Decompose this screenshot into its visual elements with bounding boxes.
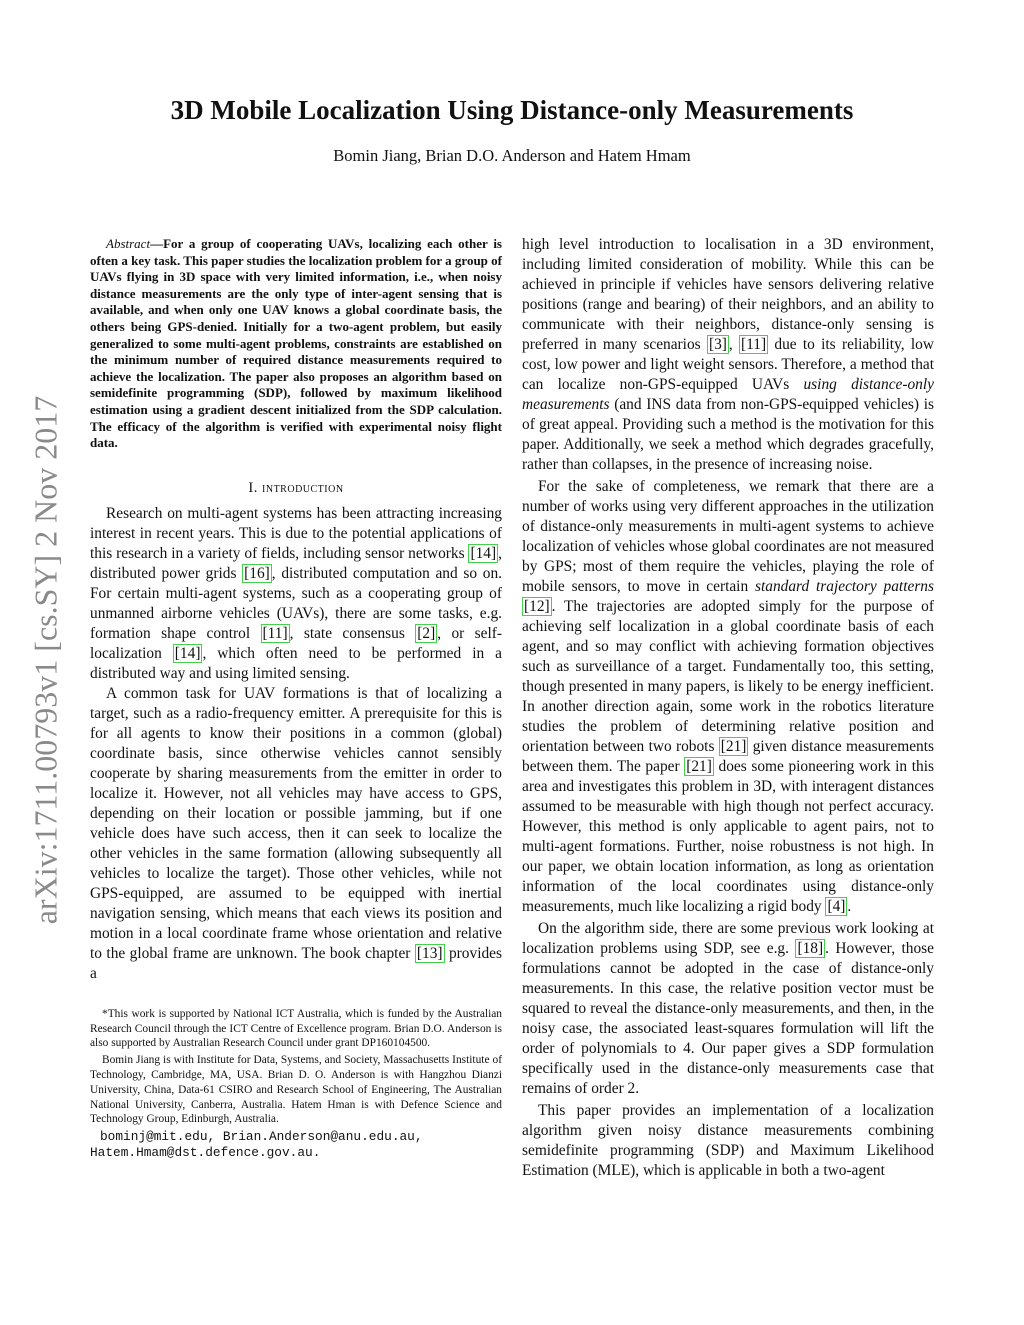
- intro-paragraph-2: A common task for UAV formations is that of localizing a target, such as a radio-frequency emitter. A prerequisite for this is for all agents to know their positions in a common (global) coordinate basis, since otherwise vehicles cannot sensibly cooperate by sharing measurements from the emitter in order to localize it. However, not all vehicles may have access to GPS, depending on their location or possible jamming, but if one vehicle does have such access, then it can seek to localize the other vehicles in the same formation (allowing subsequently all vehicles to localize the target). Those other vehicles, while not GPS-equipped, are assumed to be equipped with inertial navigation sensing, which means that each views its position and motion in a local coordinate frame whose orientation and relative to the global frame are unknown. The book chapter [13] provides a: [90, 684, 502, 982]
- citation-link[interactable]: [14]: [174, 644, 201, 662]
- citation-link[interactable]: [3]: [708, 336, 727, 353]
- footnote-separator: [90, 996, 502, 1002]
- intro-paragraph-1: Research on multi-agent systems has been attracting increasing interest in recent years. This is due to the potential applications of this research in a variety of fields, including sensor networks [14] , distributed power grids [16] , distributed computation and so on. For certain multi-agent systems, such as a cooperating group of unmanned airborne vehicles (UAVs), there are some tasks, e.g. formation shape control [11] , state consensus [2] , or self-localization [14] , which often need to be performed in a distributed way and using limited sensing.: [90, 504, 503, 682]
- body-paragraph-3: On the algorithm side, there are some previous work looking at localization problems using SDP, see e.g. [18] . However, those formulations cannot be adopted in the case of distance-only measurements. In this case, the relative position vector must be squared to reveal the distance-only measurements, and then, in the noisy case, the associated least-squares formulation will lift the order of polynomials to 4. Our paper gives a SDP formulation specifically used in the distance-only measurements case that remains of order 2.: [522, 920, 934, 1097]
- citation-link[interactable]: [11]: [741, 336, 767, 353]
- body-paragraph-1: high level introduction to localisation in a 3D environment, including limited consideration of mobility. While this can be achieved in principle if vehicles have sensors delivering relative positions (range and bearing) of their neighbors, and an ability to communicate with their neighbors, distance-only sensing is preferred in many scenarios [3] , [11] due to its reliability, low cost, low power and light weight sensors. Therefore, a method that can localize non-GPS-equipped UAVs using distance-only measurements (and INS data from non-GPS-equipped vehicles) is of great appeal. Providing such a method is the motivation for this paper. Additionally, we seek a method which degrades gracefully, rather than collapses, in the presence of increasing noise.: [522, 236, 934, 473]
- footnote-support: *This work is supported by National ICT Australia, which is funded by the Australian Research Council through the ICT Centre of Excellence program. Brian D.O. Anderson is also supported by Australian Research Council under grant DP160104500.: [90, 1007, 502, 1050]
- citation-link[interactable]: [21]: [720, 738, 747, 755]
- paper-title: 3D Mobile Localization Using Distance-only Measurements: [170, 95, 854, 125]
- citation-link[interactable]: [14]: [470, 544, 497, 562]
- emphasis: using distance-only measurements: [522, 376, 934, 413]
- body-paragraph-2: For the sake of completeness, we remark that there are a number of works using very different approaches in the utilization of distance-only measurements in multi-agent systems to achieve localization of vehicles whose global coordinates are not measured by GPS; most of them require the vehicles, playing the role of mobile sensors, to move in certain standard trajectory patterns [12] . The trajectories are adopted simply for the purpose of achieving self localization in a global coordinate basis of each agent, and so may conflict with achieving formation objectives such as surveillance of a target. Fundamentally too, this setting, though presented in many papers, is likely to be energy inefficient. In another direction again, some work in the robotics literature studies the problem of determining relative position and orientation between two robots [21] given distance measurements between them. The paper [21] does some pioneering work in this area and investigates this problem in 3D, with interagent distances assumed to be measurable with high though not perfect accuracy. However, this method is only applicable to agent pairs, not to multi-agent formations. Further, noise robustness is not high. In our paper, we obtain location information, as long as orientation information of the local coordinates using distance-only measurements, much like localizing a rigid body [4] .: [522, 478, 934, 915]
- email-line: bominj@mit.edu, Brian.Anderson@anu.edu.au,: [100, 1129, 423, 1145]
- abstract-text: —For a group of cooperating UAVs, localizing each other is often a key task. This paper studies the localization problem for a group of UAVs flying in 3D space with very limited information, i.e., when noisy distance measurements are the only type of inter-agent sensing that is available, and when only one UAV knows a global coordinate basis, the others being GPS-denied. Initially for a two-agent problem, but easily generalized to some multi-agent problems, constraints are established on the minimum number of required distance measurements required to achieve the localization. The paper also proposes an algorithm based on semidefinite programming (SDP), followed by maximum likelihood estimation using a gradient descent initialized from the SDP calculation. The efficacy of the algorithm is verified with experimental noisy flight data.: [90, 236, 502, 451]
- author-emails: [90, 1129, 502, 1161]
- email-line: Hatem.Hmam@dst.defence.gov.au.: [90, 1145, 321, 1161]
- arxiv-identifier-stamp: arXiv:1711.00793v1 [cs.SY] 2 Nov 2017: [27, 395, 64, 925]
- citation-link[interactable]: [16]: [244, 564, 270, 582]
- emphasis: standard trajectory patterns: [755, 578, 934, 595]
- abstract-lead: Abstract: [106, 236, 151, 251]
- section-title: introduction: [262, 479, 344, 496]
- abstract: [90, 236, 502, 452]
- section-numeral: I.: [248, 479, 263, 496]
- citation-link[interactable]: [4]: [827, 898, 846, 915]
- body-paragraph-4: This paper provides an implementation of a localization algorithm given noisy distance measurements combining semidefinite programming (SDP) and Maximum Likelihood Estimation (MLE), which is applicable in both a two-agent: [522, 1102, 934, 1179]
- section-heading: [90, 480, 502, 497]
- citation-link[interactable]: [11]: [262, 624, 288, 642]
- footnote-affiliations: Bomin Jiang is with Institute for Data, Systems, and Society, Massachusetts Institute of Technology, Cambridge, MA, USA. Brian D. O. Anderson is with Hangzhou Dianzi University, China, Data-61 CSIRO and Research School of Engineering, The Australian National University, Canberra, Australia. Hatem Hman is with Defence Science and Technology Group, Edinburgh, Australia.: [90, 1054, 502, 1126]
- left-column: [90, 236, 502, 1161]
- right-column: [522, 235, 934, 1181]
- citation-link[interactable]: [21]: [686, 758, 712, 775]
- citation-link[interactable]: [13]: [416, 944, 443, 962]
- citation-link[interactable]: [18]: [797, 940, 824, 957]
- citation-link[interactable]: [2]: [417, 624, 436, 642]
- citation-link[interactable]: [12]: [524, 598, 550, 615]
- paper-authors: Bomin Jiang, Brian D.O. Anderson and Hatem Hmam: [333, 146, 691, 165]
